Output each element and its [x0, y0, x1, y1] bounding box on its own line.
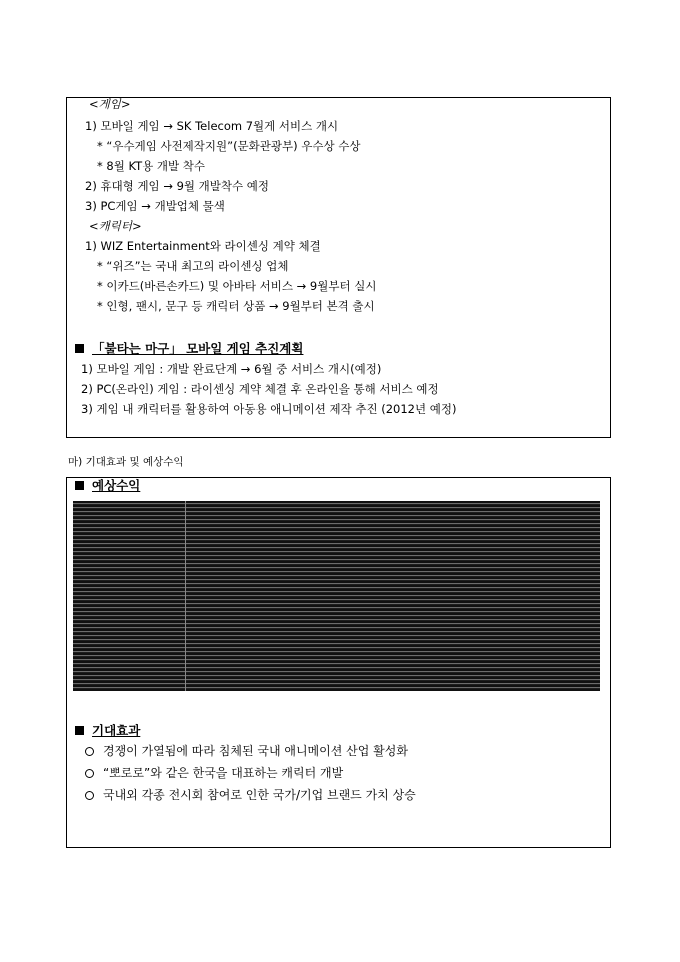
plan-box	[66, 97, 611, 438]
game-item: * “우수게임 사전제작지원”(문화관광부) 우수상 수상	[97, 139, 361, 153]
game-item: 1) 모바일 게임 → SK Telecom 7월게 서비스 개시	[85, 119, 339, 133]
square-bullet-icon	[75, 481, 84, 490]
circle-bullet-icon	[85, 791, 94, 800]
square-bullet-icon	[75, 726, 84, 735]
mobile-plan-item: 1) 모바일 게임 : 개발 완료단계 → 6월 중 서비스 개시(예정)	[81, 362, 382, 376]
effects-heading	[75, 723, 140, 738]
character-item: * “위즈”는 국내 최고의 라이센싱 업체	[97, 259, 289, 273]
mobile-plan-item: 2) PC(온라인) 게임 : 라이센싱 계약 체결 후 온라인을 통해 서비스 예정	[81, 382, 439, 396]
mobile-plan-heading	[75, 341, 303, 356]
character-item: 1) WIZ Entertainment와 라이센싱 계약 체결	[85, 239, 321, 253]
game-item: 3) PC게임 → 개발업체 물색	[85, 199, 225, 213]
revenue-title: 예상수익	[92, 478, 141, 493]
section-label: 마) 기대효과 및 예상수익	[68, 456, 184, 468]
effect-item: 경쟁이 가열됨에 따라 침체된 국내 애니메이션 산업 활성화	[85, 744, 408, 759]
square-bullet-icon	[75, 344, 84, 353]
circle-bullet-icon	[85, 747, 94, 756]
game-item: 2) 휴대형 게임 → 9월 개발착수 예정	[85, 179, 269, 193]
revenue-heading	[75, 478, 140, 493]
game-item: * 8월 KT용 개발 착수	[97, 159, 206, 173]
game-heading: <게임>	[89, 97, 131, 111]
circle-bullet-icon	[85, 769, 94, 778]
revenue-table-image	[73, 501, 600, 691]
effects-title: 기대효과	[92, 723, 141, 738]
character-item: * 인형, 팬시, 문구 등 캐릭터 상품 → 9월부터 본격 출시	[97, 299, 375, 313]
effect-item: “뽀로로”와 같은 한국을 대표하는 캐릭터 개발	[85, 766, 343, 781]
effect-item: 국내외 각종 전시회 참여로 인한 국가/기업 브랜드 가치 상승	[85, 788, 416, 803]
table-divider	[185, 501, 186, 691]
mobile-plan-title: 「불타는 마구」 모바일 게임 추진계획	[92, 341, 304, 356]
mobile-plan-item: 3) 게임 내 캐릭터를 활용하여 아동용 애니메이션 제작 추진 (2012년 예정)	[81, 402, 457, 416]
character-heading: <캐릭터>	[89, 219, 142, 233]
character-item: * 이카드(바른손카드) 및 아바타 서비스 → 9월부터 실시	[97, 279, 377, 293]
